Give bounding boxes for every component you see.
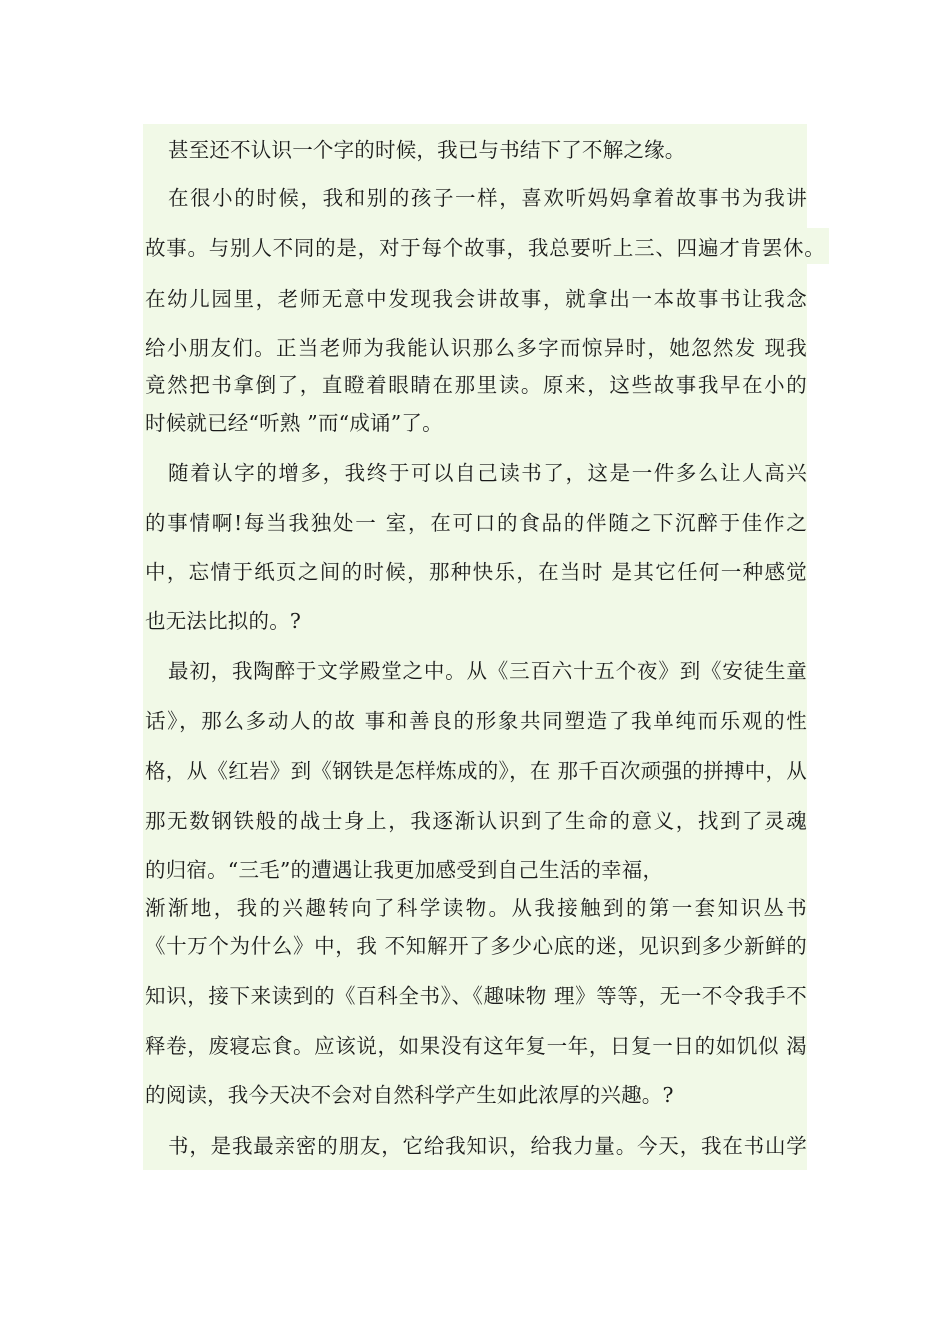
text-line: 渐渐地，我的兴趣转向了科学读物。从我接触到的第一套知识丛书 <box>145 896 807 920</box>
text-line: 也无法比拟的。? <box>145 609 302 633</box>
text-line: 最初，我陶醉于文学殿堂之中。从《三百六十五个夜》到《安徒生童 <box>168 659 807 683</box>
text-line: 随着认字的增多，我终于可以自己读书了，这是一件多么让人高兴 <box>168 461 807 485</box>
text-line: 竟然把书拿倒了，直瞪着眼睛在那里读。原来，这些故事我早在小的 <box>145 373 807 397</box>
text-highlight-background <box>143 124 807 1170</box>
text-line: 的事情啊!每当我独处一 室，在可口的食品的伴随之下沉醉于佳作之 <box>145 511 807 535</box>
text-line: 在幼儿园里，老师无意中发现我会讲故事，就拿出一本故事书让我念 <box>145 287 807 311</box>
text-line: 的归宿。“三毛”的遭遇让我更加感受到自己生活的幸福， <box>145 858 664 882</box>
text-line: 释卷，废寝忘食。应该说，如果没有这年复一年，日复一日的如饥似 渴 <box>145 1034 807 1058</box>
text-line: 甚至还不认识一个字的时候，我已与书结下了不解之缘。 <box>168 138 686 162</box>
text-line: 知识，接下来读到的《百科全书》、《趣味物 理》等等，无一不令我手不 <box>145 984 807 1008</box>
text-line: 给小朋友们。正当老师为我能认识那么多字而惊异时，她忽然发 现我 <box>145 336 807 360</box>
text-line: 时候就已经“听熟 ”而“成诵”了。 <box>145 411 443 435</box>
text-line: 故事。与别人不同的是，对于每个故事，我总要听上三、四遍才肯罢休。 <box>145 236 825 260</box>
text-line: 在很小的时候，我和别的孩子一样，喜欢听妈妈拿着故事书为我讲 <box>168 186 807 210</box>
text-line: 《十万个为什么》中，我 不知解开了多少心底的迷，见识到多少新鲜的 <box>145 934 807 958</box>
text-line: 那无数钢铁般的战士身上，我逐渐认识到了生命的意义，找到了灵魂 <box>145 809 807 833</box>
text-line: 话》，那么多动人的故 事和善良的形象共同塑造了我单纯而乐观的性 <box>145 709 807 733</box>
text-line: 的阅读，我今天决不会对自然科学产生如此浓厚的兴趣。? <box>145 1083 674 1107</box>
text-line: 中，忘情于纸页之间的时候，那种快乐，在当时 是其它任何一种感觉 <box>145 560 807 584</box>
text-line: 格，从《红岩》到《钢铁是怎样炼成的》，在 那千百次顽强的拼搏中，从 <box>145 759 807 783</box>
text-line: 书，是我最亲密的朋友，它给我知识，给我力量。今天，我在书山学 <box>168 1134 807 1158</box>
